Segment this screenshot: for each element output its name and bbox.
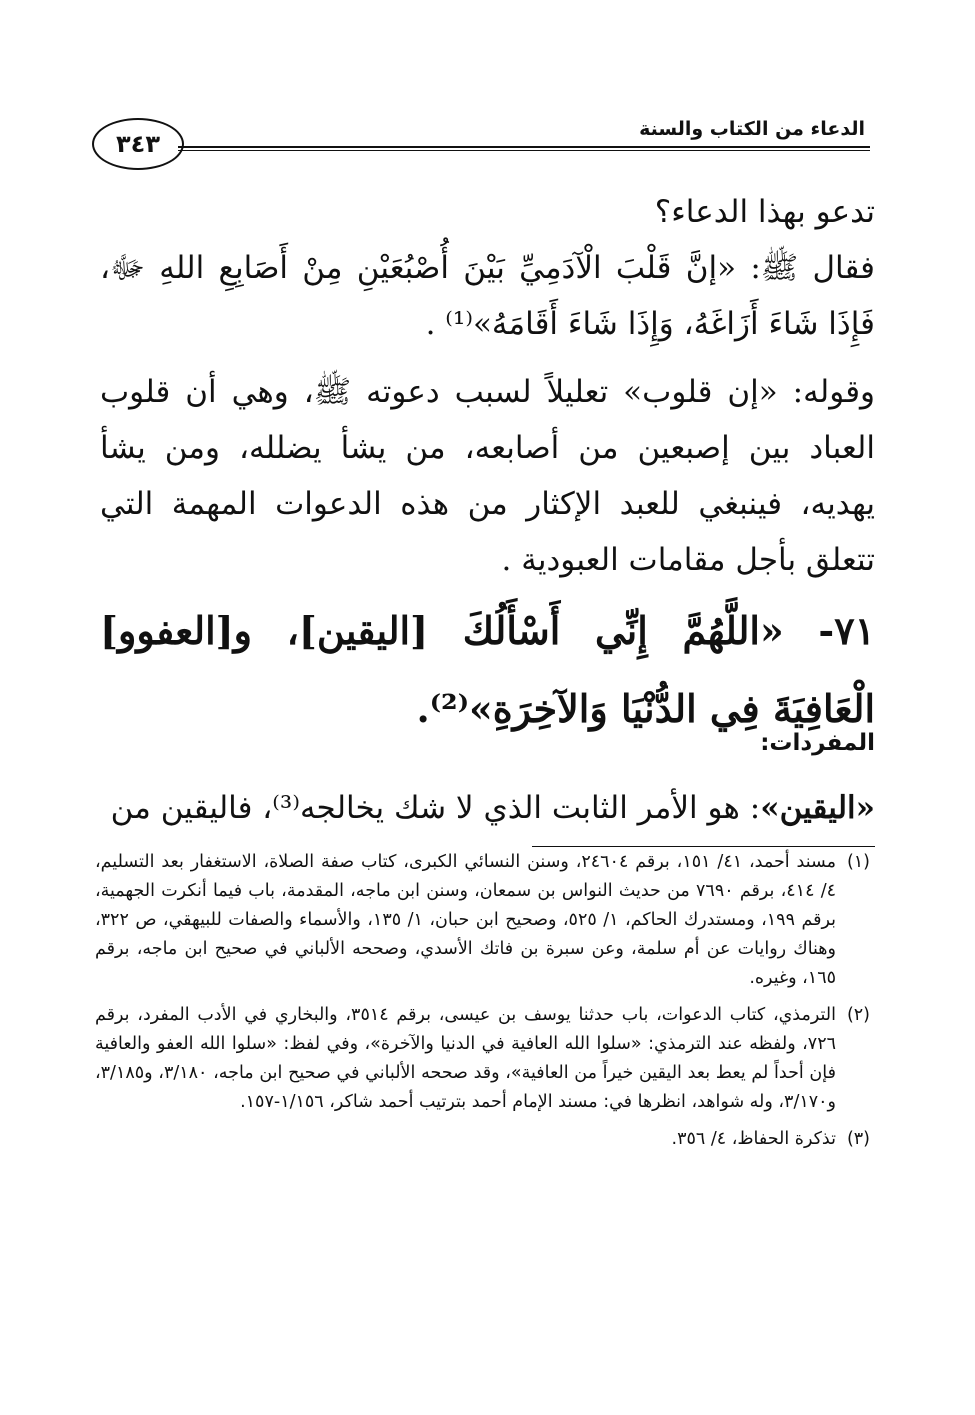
footnote-separator bbox=[532, 846, 875, 847]
footnote-text: مسند أحمد، ٤١/ ١٥١، برقم ٢٤٦٠٤، وسنن النسائي الكبرى، كتاب صفة الصلاة، الاستغفار بعد التسليم، ٤/ ٤١٤، برقم ٧٦٩٠ من حديث النواس بن سمعان، وسنن ابن ماجه، المقدمة، باب فيما أنكرت الجهمية، برقم ١٩٩، ومستدرك الحاكم، ١/ ٥٢٥، وصحيح ابن حبان، ١/ ١٣٥، والأسماء والصفات للبيهقي، ص ٣٢٢، وهناك روايات عن أم سلمة، وعن سبرة بن فاتك الأسدي، وصححه الألباني في صحيح ابن ماجه، برقم ١٦٥، وغيره. bbox=[95, 852, 837, 988]
page-number: ٣٤٣ bbox=[92, 118, 184, 170]
term-yaqin: «اليقين» bbox=[760, 790, 875, 826]
footnote-marker: (٣) bbox=[846, 1129, 870, 1149]
definition-yaqin: : هو الأمر الثابت الذي لا شك يخالجه⁽³⁾، فاليقين من bbox=[110, 790, 761, 826]
footnote-3 bbox=[95, 1125, 870, 1154]
footnote-marker: (١) bbox=[846, 852, 870, 872]
running-header-title: الدعاء من الكتاب والسنة bbox=[639, 118, 865, 140]
footnote-2 bbox=[95, 1001, 870, 1117]
footnote-text: تذكرة الحفاظ، ٤/ ٣٥٦. bbox=[671, 1129, 836, 1149]
paragraph-question: تدعو بهذا الدعاء؟ bbox=[654, 194, 875, 230]
paragraph-yaqin bbox=[100, 780, 875, 836]
paragraph-explanation: وقوله: «إن قلوب» تعليلاً لسبب دعوته ﷺ، وهي أن قلوب العباد بين إصبعين من أصابعه، من يشأ يضلله، ومن يشأ يهديه، فينبغي للعبد الإكثار من هذه الدعوات المهمة التي تتعلق بأجل مقامات العبودية . bbox=[100, 374, 875, 578]
vocabulary-heading: المفردات: bbox=[760, 730, 875, 756]
supplication-71: ٧١- «اللَّهُمَّ إِنِّي أَسْأَلُكَ [اليقين]، و[العفوو] الْعَافِيَةَ فِي الدُّنْيَا وَالآخِرَةِ»⁽²⁾. bbox=[100, 608, 876, 731]
header-rule-thin bbox=[178, 150, 870, 151]
paragraph-hadith: فقال ﷺ: «إنَّ قَلْبَ الْآدَمِيِّ بَيْنَ أُصْبُعَيْنِ مِنْ أَصَابِعِ اللهِ ﷻ، فَإِذَا شَاءَ أَزَاغَهُ، وَإِذَا شَاءَ أَقَامَهُ»⁽¹⁾ . bbox=[100, 250, 875, 342]
header-rule bbox=[178, 146, 870, 148]
footnote-text: الترمذي، كتاب الدعوات، باب حدثنا يوسف بن عيسى، برقم ٣٥١٤، والبخاري في الأدب المفرد، برقم ٧٢٦، ولفظه عند الترمذي: «سلوا الله العافية في الدنيا والآخرة»، وفي لفظ: «سلوا الله العفو والعافية فإن أحداً لم يعط بعد اليقين خيراً من العافية»، وقد صححه الألباني في صحيح ابن ماجه، ٣/١٨٠، و٣/١٨٥، و٣/١٧٠، وله شواهد، انظرها في: مسند الإمام أحمد بترتيب أحمد شاكر، ١/١٥٦-١٥٧. bbox=[95, 1005, 836, 1112]
footnote-1 bbox=[95, 848, 870, 993]
footnotes bbox=[95, 848, 870, 1162]
footnote-marker: (٢) bbox=[846, 1005, 870, 1025]
